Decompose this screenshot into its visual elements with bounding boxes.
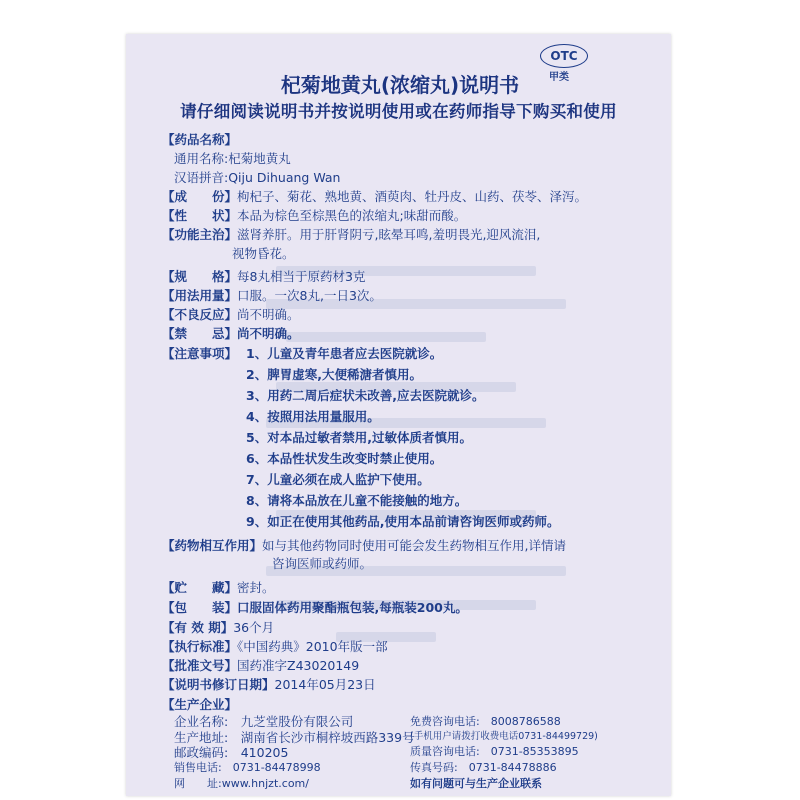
bleed-through-text bbox=[286, 332, 486, 342]
otc-class-label: 甲类 bbox=[549, 72, 569, 83]
precaution-item: 6、本品性状发生改变时禁止使用。 bbox=[246, 451, 443, 466]
approval-row bbox=[162, 658, 359, 674]
storage-value: 密封。 bbox=[237, 580, 275, 595]
ingredients-label: 【成 份】 bbox=[162, 189, 238, 204]
manufacturer-quality-phone: 质量咨询电话: 0731-85353895 bbox=[410, 745, 579, 758]
ingredients-value: 枸杞子、菊花、熟地黄、酒萸肉、牡丹皮、山药、茯苓、泽泻。 bbox=[237, 189, 588, 204]
manufacturer-name: 企业名称: 九芝堂股份有限公司 bbox=[174, 714, 354, 729]
approval-value: 国药准字Z43020149 bbox=[237, 658, 360, 673]
precaution-item: 2、脾胃虚寒,大便稀溏者慎用。 bbox=[246, 367, 422, 382]
validity-value: 36个月 bbox=[233, 620, 275, 635]
precaution-item: 9、如正在使用其他药品,使用本品前请咨询医师或药师。 bbox=[246, 514, 560, 529]
manufacturer-hotline: 免费咨询电话: 8008786588 bbox=[410, 715, 561, 728]
contraindications-row bbox=[162, 326, 300, 342]
dosage-label: 【用法用量】 bbox=[162, 288, 238, 303]
manufacturer-hotline-note: (手机用户请拨打收费电话0731-84499729) bbox=[410, 731, 598, 742]
precaution-item: 3、用药二周后症状未改善,应去医院就诊。 bbox=[246, 388, 485, 403]
manufacturer-sales-phone: 销售电话: 0731-84478998 bbox=[174, 761, 321, 774]
precaution-item: 4、按照用法用量服用。 bbox=[246, 409, 380, 424]
standard-value: 《中国药典》2010年版一部 bbox=[237, 639, 388, 654]
drug-name-label: 【药品名称】 bbox=[162, 132, 238, 147]
interactions-value-line2: 咨询医师或药师。 bbox=[272, 556, 373, 571]
manufacturer-fax: 传真号码: 0731-84478886 bbox=[410, 761, 557, 774]
approval-label: 【批准文号】 bbox=[162, 658, 238, 673]
precaution-item: 8、请将本品放在儿童不能接触的地方。 bbox=[246, 493, 468, 508]
adverse-label: 【不良反应】 bbox=[162, 307, 238, 322]
storage-label: 【贮 藏】 bbox=[162, 580, 238, 595]
indications-value-line1: 滋肾养肝。用于肝肾阴亏,眩晕耳鸣,羞明畏光,迎风流泪, bbox=[237, 227, 541, 242]
adverse-value: 尚不明确。 bbox=[237, 307, 300, 322]
properties-row bbox=[162, 208, 466, 224]
package-value: 口服固体药用聚酯瓶包装,每瓶装200丸。 bbox=[237, 600, 468, 615]
document-subtitle: 请仔细阅读说明书并按说明使用或在药师指导下购买和使用 bbox=[180, 102, 617, 121]
package-label: 【包 装】 bbox=[162, 600, 238, 615]
revision-label: 【说明书修订日期】 bbox=[162, 677, 275, 692]
ingredients-row bbox=[162, 189, 587, 205]
standard-row bbox=[162, 639, 388, 655]
package-row bbox=[162, 600, 468, 616]
adverse-row bbox=[162, 307, 300, 323]
interactions-label: 【药物相互作用】 bbox=[162, 538, 263, 553]
revision-row bbox=[162, 677, 376, 693]
indications-value-line2: 视物昏花。 bbox=[232, 246, 295, 261]
precaution-item: 1、儿童及青年患者应去医院就诊。 bbox=[246, 346, 443, 361]
interactions-row bbox=[162, 538, 566, 554]
storage-row bbox=[162, 580, 275, 596]
common-name: 通用名称:杞菊地黄丸 bbox=[174, 151, 291, 166]
indications-row bbox=[162, 227, 540, 243]
specification-label: 【规 格】 bbox=[162, 269, 238, 284]
manufacturer-contact-note: 如有问题可与生产企业联系 bbox=[410, 777, 542, 790]
interactions-value-line1: 如与其他药物同时使用可能会发生药物相互作用,详情请 bbox=[262, 538, 566, 553]
revision-value: 2014年05月23日 bbox=[274, 677, 376, 692]
precaution-item: 5、对本品过敏者禁用,过敏体质者慎用。 bbox=[246, 430, 472, 445]
contraindications-label: 【禁 忌】 bbox=[162, 326, 238, 341]
dosage-value: 口服。一次8丸,一日3次。 bbox=[237, 288, 382, 303]
pinyin-name: 汉语拼音:Qiju Dihuang Wan bbox=[174, 170, 341, 185]
indications-label: 【功能主治】 bbox=[162, 227, 238, 242]
specification-row bbox=[162, 269, 365, 285]
validity-label: 【有 效 期】 bbox=[162, 620, 234, 635]
otc-badge: OTC bbox=[540, 44, 588, 68]
precautions-label: 【注意事项】 bbox=[162, 346, 238, 361]
properties-label: 【性 状】 bbox=[162, 208, 238, 223]
document-title: 杞菊地黄丸(浓缩丸)说明书 bbox=[280, 73, 520, 97]
contraindications-value: 尚不明确。 bbox=[237, 326, 300, 341]
manufacturer-website: 网 址:www.hnjzt.com/ bbox=[174, 777, 309, 790]
manufacturer-label: 【生产企业】 bbox=[162, 697, 238, 712]
manufacturer-address: 生产地址: 湖南省长沙市桐梓坡西路339号 bbox=[174, 730, 415, 745]
properties-value: 本品为棕色至棕黑色的浓缩丸;味甜而酸。 bbox=[237, 208, 467, 223]
precaution-item: 7、儿童必须在成人监护下使用。 bbox=[246, 472, 430, 487]
validity-row bbox=[162, 620, 274, 636]
dosage-row bbox=[162, 288, 382, 304]
standard-label: 【执行标准】 bbox=[162, 639, 238, 654]
specification-value: 每8丸相当于原药材3克 bbox=[237, 269, 366, 284]
manufacturer-postcode: 邮政编码: 410205 bbox=[174, 745, 289, 760]
